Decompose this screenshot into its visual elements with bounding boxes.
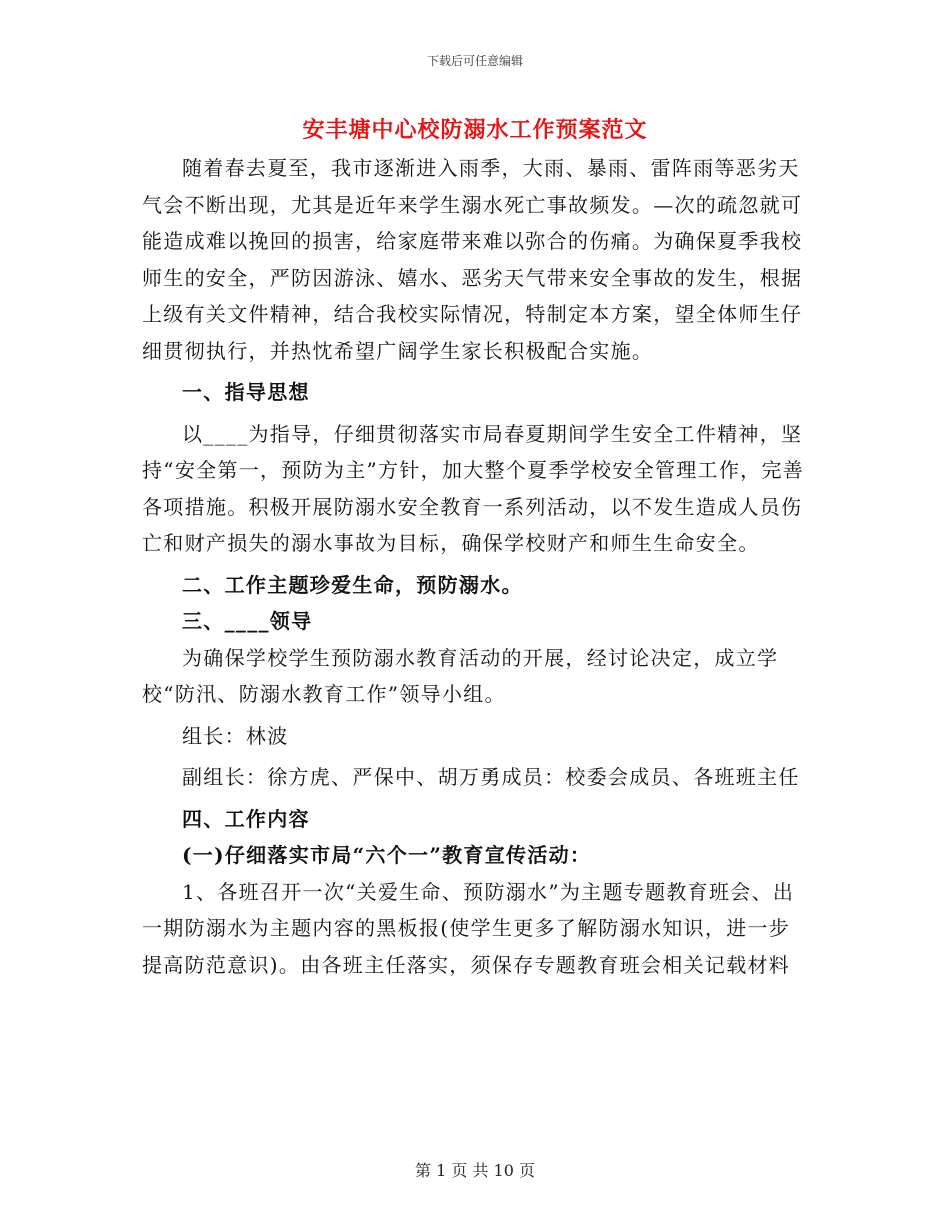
guiding-thought-paragraph: 以____为指导，仔细贯彻落实市局春夏期间学生安全工件精神，坚持“安全第一，预防为主”方针，加大整个夏季学校安全管理工作，完善各项措施。积极开展防溺水安全教育一系列活动，以不发生造成人员伤亡和财产损失的溺水事故为目标，确保学校财产和师生生命安全。 [142, 421, 805, 555]
team-leader-line: 组长：林波 [182, 723, 289, 748]
document-title: 安丰塘中心校防溺水工作预案范文 [302, 117, 648, 143]
section-heading-work-content: 四、工作内容 [182, 806, 310, 831]
leadership-paragraph: 为确保学校学生预防溺水教育活动的开展，经讨论决定，成立学校“防汛、防溺水教育工作”领导小组。 [142, 645, 779, 706]
page-header-note: 下载后可任意编辑 [426, 54, 523, 68]
section-heading-work-theme: 二、工作主题珍爱生命，预防溺水。 [182, 572, 523, 597]
intro-paragraph: 随着春去夏至，我市逐渐进入雨季，大雨、暴雨、雷阵雨等恶劣天气会不断出现，尤其是近年来学生溺水死亡事故频发。—次的疏忽就可能造成难以挽回的损害，给家庭带来难以弥合的伤痛。为确保夏季我校师生的安全，严防因游泳、嬉水、恶劣天气带来安全事故的发生，根据上级有关文件精神，结合我校实际情况，特制定本方案，望全体师生仔细贯彻执行，并热忱希望广阔学生家长积极配合实施。 [142, 156, 803, 363]
item-1-paragraph: 1、各班召开一次“关爱生命、预防溺水”为主题专题教育班会、出一期防溺水为主题内容的黑板报(使学生更多了解防溺水知识，进一步提高防范意识)。由各班主任落实，须保存专题教育班会相关记载材料 [142, 879, 795, 977]
deputy-leaders-line: 副组长：徐方虎、严保中、胡万勇成员：校委会成员、各班班主任 [182, 765, 800, 789]
section-heading-guiding-thought: 一、指导思想 [182, 380, 310, 404]
document-body [142, 150, 807, 983]
subsection-heading-six-ones: (一)仔细落实市局“六个一”教育宣传活动： [182, 843, 592, 867]
section-heading-leadership: 三、____领导 [182, 609, 313, 633]
page-number-footer: 第 1 页 共 10 页 [415, 1161, 535, 1180]
